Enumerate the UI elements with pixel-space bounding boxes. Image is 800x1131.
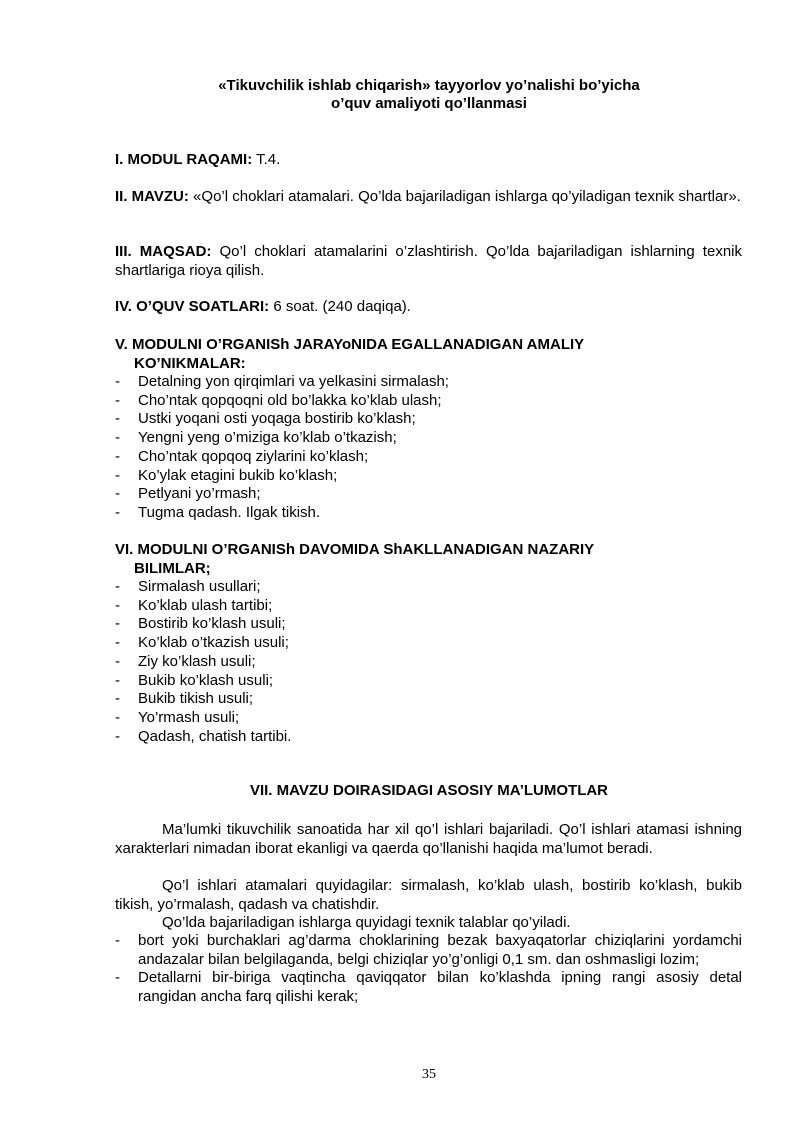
section5-heading-line2: KO’NIKMALAR: <box>134 354 246 372</box>
list-item-text: Qadash, chatish tartibi. <box>138 727 292 745</box>
dash-marker: - <box>115 485 120 503</box>
dash-marker: - <box>115 932 120 949</box>
dash-marker: - <box>115 690 120 708</box>
section6-heading-line1: VI. MODULNI O’RGANISh DAVOMIDA ShAKLLANADIGAN NAZARIY <box>115 541 595 558</box>
list-item-text: Detallarni bir-biriga vaqtincha qaviqqator bilan ko’klashda ipning rangi asosiy detal rangidan ancha farq qilishi kerak; <box>138 969 742 1006</box>
dash-marker: - <box>115 652 120 670</box>
list-item-text: Cho’ntak qopqoq ziylarini ko’klash; <box>138 447 369 465</box>
list-item <box>115 448 742 467</box>
list-item-text: Bostirib ko’klash usuli; <box>138 615 286 633</box>
list-item <box>115 615 742 634</box>
section5-list <box>115 373 742 523</box>
dash-marker: - <box>115 615 120 633</box>
dash-marker: - <box>115 596 120 614</box>
soatlar-paragraph <box>115 298 742 317</box>
maqsad-label: III. MAQSAD: <box>115 243 212 260</box>
dash-marker: - <box>115 503 120 521</box>
list-item <box>115 373 742 392</box>
list-item-text: bort yoki burchaklari ag’darma choklarining bezak baxyaqatorlar chiziqlarini yordamchi andazalar bilan belgilaganda, belgi chiziqlar yo’g’onligi 0,1 sm. dan oshmasligi lozim; <box>138 932 742 968</box>
list-item-text: Yo’rmash usuli; <box>138 708 240 726</box>
soatlar-value: 6 soat. (240 daqiqa). <box>269 298 411 315</box>
section7-list <box>115 932 742 1007</box>
list-item <box>115 504 742 523</box>
list-item <box>115 672 742 691</box>
list-item <box>115 485 742 504</box>
section7-heading: VII. MAVZU DOIRASIDAGI ASOSIY MA’LUMOTLAR <box>249 782 609 799</box>
dash-marker: - <box>115 578 120 595</box>
section7-paragraph-2: Qo’l ishlari atamalari quyidagilar: sirmalash, ko’klab ulash, bostirib ko’klash, bukib tikish, yo’rmalash, qadash va chatishdir. <box>115 877 742 913</box>
section7-paragraph-1: Ma’lumki tikuvchilik sanoatida har xil qo’l ishlari bajariladi. Qo’l ishlari atamasi ishning xarakterlari nimadan iborat ekanligi va qaerda qo’llanishi haqida ma’lumot beradi. <box>115 821 742 857</box>
list-item <box>115 467 742 486</box>
title-line-1: «Tikuvchilik ishlab chiqarish» tayyorlov yo’nalishi bo’yicha <box>218 77 640 94</box>
document-title <box>0 77 800 113</box>
list-item-text: Tugma qadash. Ilgak tikish. <box>138 503 321 521</box>
list-item <box>115 410 742 429</box>
list-item <box>115 578 742 597</box>
list-item-text: Bukib tikish usuli; <box>138 690 254 708</box>
mavzu-paragraph <box>115 188 742 207</box>
title-line-2: o’quv amaliyoti qo’llanmasi <box>331 95 527 112</box>
maqsad-paragraph <box>115 243 742 280</box>
dash-marker: - <box>115 466 120 484</box>
soatlar-label: IV. O’QUV SOATLARI: <box>115 298 270 315</box>
list-item-text: Ko’klab ulash tartibi; <box>138 596 273 614</box>
list-item-text: Petlyani yo’rmash; <box>138 485 261 503</box>
list-item-text: Bukib ko’klash usuli; <box>138 671 274 689</box>
maqsad-value: Qo’l choklari atamalarini o’zlashtirish. Qo’lda bajariladigan ishlarning texnik shartlariga rioya qilish. <box>115 243 742 279</box>
modul-value: T.4. <box>252 151 281 168</box>
modul-label: I. MODUL RAQAMI: <box>115 151 253 168</box>
dash-marker: - <box>115 671 120 689</box>
list-item <box>115 634 742 653</box>
dash-marker: - <box>115 708 120 726</box>
list-item <box>115 392 742 411</box>
list-item-text: Ustki yoqani osti yoqaga bostirib ko’klash; <box>138 410 416 428</box>
dash-marker: - <box>115 429 120 447</box>
dash-marker: - <box>115 410 120 428</box>
section7-paragraph-3: Qo’lda bajariladigan ishlarga quyidagi texnik talablar qo’yiladi. <box>162 914 571 931</box>
dash-marker: - <box>115 447 120 465</box>
list-item <box>115 969 742 1006</box>
list-item-text: Ziy ko’klash usuli; <box>138 652 256 670</box>
list-item <box>115 709 742 728</box>
list-item <box>115 653 742 672</box>
dash-marker: - <box>115 727 120 745</box>
list-item-text: Sirmalash usullari; <box>138 578 261 595</box>
list-item <box>115 690 742 709</box>
modul-number <box>115 151 742 170</box>
list-item-text: Ko’klab o’tkazish usuli; <box>138 634 289 652</box>
section5-heading <box>115 336 742 373</box>
list-item-text: Ko’ylak etagini bukib ko’klash; <box>138 466 338 484</box>
page-number: 35 <box>422 1067 436 1082</box>
list-item-text: Cho’ntak qopqoqni old bo’lakka ko’klab ulash; <box>138 391 442 409</box>
section6-heading-line2: BILIMLAR; <box>134 559 211 577</box>
list-item <box>115 429 742 448</box>
dash-marker: - <box>115 969 120 987</box>
list-item <box>115 932 742 969</box>
mavzu-label: II. MAVZU: <box>115 188 189 205</box>
section5-heading-line1: V. MODULNI O’RGANISh JARAYoNIDA EGALLANADIGAN AMALIY <box>115 336 585 353</box>
list-item-text: Yengni yeng o’miziga ko’klab o’tkazish; <box>138 429 397 447</box>
list-item <box>115 728 742 747</box>
dash-marker: - <box>115 634 120 652</box>
list-item <box>115 597 742 616</box>
list-item-text: Detalning yon qirqimlari va yelkasini sirmalash; <box>138 373 449 390</box>
section6-heading <box>115 541 742 578</box>
section6-list <box>115 578 742 746</box>
dash-marker: - <box>115 373 120 390</box>
mavzu-value: «Qo’l choklari atamalari. Qo’lda bajariladigan ishlarga qo’yiladigan texnik shartlar». <box>188 188 741 205</box>
dash-marker: - <box>115 391 120 409</box>
